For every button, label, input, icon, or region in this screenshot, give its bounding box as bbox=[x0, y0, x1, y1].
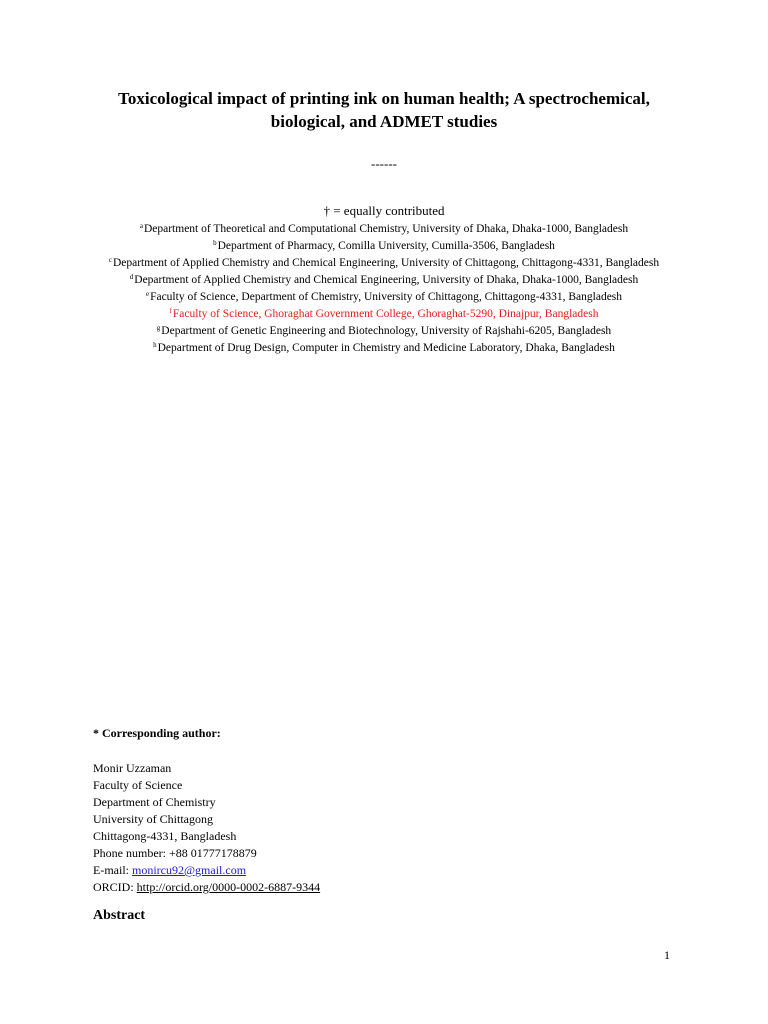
affiliation-text: Department of Genetic Engineering and Biotechnology, University of Rajshahi-6205, Bangladesh bbox=[161, 325, 612, 337]
author-email-line bbox=[93, 862, 320, 879]
affiliation-a bbox=[60, 219, 708, 236]
affiliation-text: Department of Applied Chemistry and Chemical Engineering, University of Chittagong, Chittagong-4331, Bangladesh bbox=[112, 257, 660, 269]
affiliation-marker: c bbox=[108, 256, 112, 264]
affiliation-text: Department of Theoretical and Computational Chemistry, University of Dhaka, Dhaka-1000, Bangladesh bbox=[143, 223, 629, 235]
contribution-note: † = equally contributed bbox=[323, 203, 445, 218]
affiliation-text: Faculty of Science, Ghoraghat Government College, Ghoraghat-5290, Dinajpur, Bangladesh bbox=[172, 308, 599, 320]
affiliation-marker: a bbox=[139, 222, 143, 230]
author-address: Chittagong-4331, Bangladesh bbox=[93, 829, 237, 843]
corresponding-author-heading: * Corresponding author: bbox=[93, 726, 221, 740]
abstract-heading: Abstract bbox=[93, 908, 146, 923]
author-university: University of Chittagong bbox=[93, 812, 213, 826]
author-orcid-line bbox=[93, 879, 320, 896]
affiliation-b bbox=[60, 236, 708, 253]
affiliation-marker: b bbox=[213, 239, 217, 247]
author-department: Department of Chemistry bbox=[93, 795, 216, 809]
orcid-label: ORCID: bbox=[93, 880, 137, 894]
author-phone: Phone number: +88 01777178879 bbox=[93, 846, 257, 860]
affiliations-list bbox=[60, 219, 708, 355]
affiliation-marker: d bbox=[129, 273, 134, 281]
author-name: Monir Uzzaman bbox=[93, 761, 172, 775]
email-link[interactable]: monircu92@gmail.com bbox=[132, 863, 247, 877]
affiliation-h bbox=[60, 338, 708, 355]
affiliation-g bbox=[60, 321, 708, 338]
separator: ------ bbox=[371, 156, 397, 171]
affiliation-e bbox=[60, 287, 708, 304]
paper-title: Toxicological impact of printing ink on human health; A spectrochemical, biological, and ADMET studies bbox=[118, 89, 650, 131]
affiliation-text: Department of Applied Chemistry and Chemical Engineering, University of Dhaka, Dhaka-1000, Bangladesh bbox=[134, 274, 639, 286]
affiliation-c bbox=[60, 253, 708, 270]
email-label: E-mail: bbox=[93, 863, 132, 877]
affiliation-marker: f bbox=[169, 307, 172, 315]
affiliation-d bbox=[60, 270, 708, 287]
contact-block bbox=[93, 760, 320, 896]
page-number: 1 bbox=[664, 948, 670, 962]
orcid-link[interactable]: http://orcid.org/0000-0002-6887-9344 bbox=[136, 880, 321, 894]
affiliation-marker: g bbox=[156, 324, 161, 332]
affiliation-f bbox=[60, 304, 708, 321]
affiliation-marker: h bbox=[153, 341, 157, 349]
affiliation-text: Department of Pharmacy, Comilla University, Cumilla-3506, Bangladesh bbox=[217, 240, 555, 252]
affiliation-text: Department of Drug Design, Computer in Chemistry and Medicine Laboratory, Dhaka, Bangladesh bbox=[157, 342, 615, 354]
author-faculty: Faculty of Science bbox=[93, 778, 183, 792]
affiliation-marker: e bbox=[145, 290, 150, 298]
affiliation-text: Faculty of Science, Department of Chemistry, University of Chittagong, Chittagong-4331, Bangladesh bbox=[150, 291, 623, 303]
